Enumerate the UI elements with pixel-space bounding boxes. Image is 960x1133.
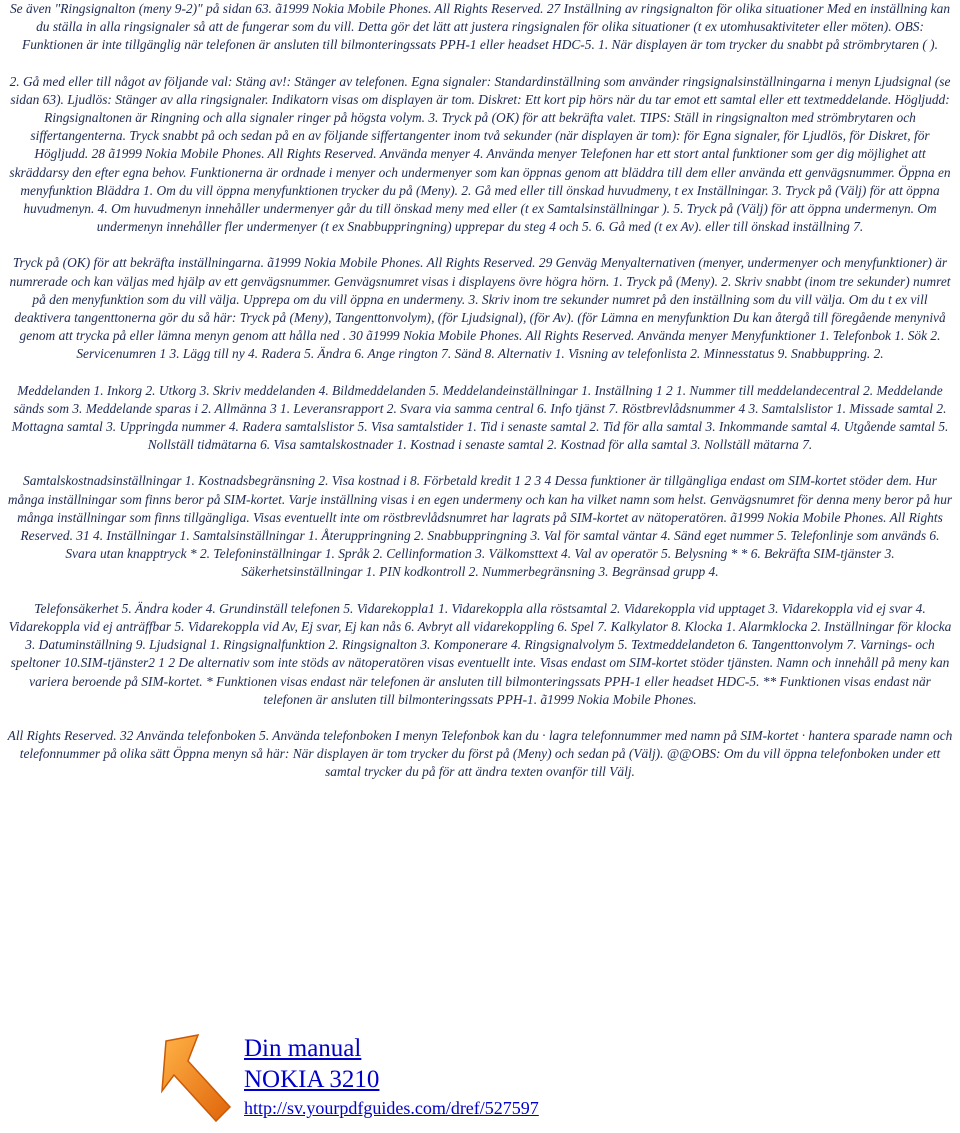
paragraph-samtalskostnad: Samtalskostnadsinställningar 1. Kostnadsbegränsning 2. Visa kostnad i 8. Förbetald kredit 1 2 3 4 Dessa funktioner är tillgängliga endast om SIM-kortet stöder dem. Hur många inställningar som finns beror på SIM-kortet. Varje inställning visas i en egen undermeny och kan ha vilket namn som helst. Genvägsnumret för denna meny beror på hur många inställningar som finns tillgängliga. Visas eventuellt inte om röstbrevlådsnumret har lagrats på SIM-kortet av nätoperatören. ã1999 Nokia Mobile Phones. All Rights Reserved. 31 4. Inställningar 1. Samtalsinställningar 1. Återuppringning 2. Snabbuppringning 3. Val för samtal väntar 4. Sänd eget nummer 5. Telefonlinje som används 6. Svara utan knapptryck * 2. Telefoninställningar 1. Språk 2. Cellinformation 3. Välkomsttext 4. Val av operatör 5. Belysning * * 6. Bekräfta SIM-tjänster 3. Säkerhetsinställningar 1. PIN kodkontroll 2. Nummerbegränsning 3. Begränsad grupp 4. [7,473,953,580]
paragraph-meddelanden: Meddelanden 1. Inkorg 2. Utkorg 3. Skriv meddelanden 4. Bildmeddelanden 5. Meddelandeinställningar 1. Inställning 1 2 1. Nummer till meddelandecentral 2. Meddelande sänds som 3. Meddelande sparas i 2. Allmänna 3 1. Leveransrapport 2. Svara via samma central 6. Info tjänst 7. Röstbrevlådsnummer 4 3. Samtalslistor 1. Missade samtal 2. Mottagna samtal 3. Uppringda nummer 4. Radera samtalslistor 5. Visa samtalstider 1. Tid i senaste samtal 2. Tid för alla samtal 3. Inkommande samtal 4. Utgående samtal 5. Nollställ tidmätarna 6. Visa samtalskostnader 1. Kostnad i senaste samtal 2. Kostnad för alla samtal 3. Nollställ mätarna 7. [11,382,949,453]
footer-links [244,1033,539,1121]
paragraph-telefonboken: All Rights Reserved. 32 Använda telefonboken 5. Använda telefonboken I menyn Telefonbok kan du · lagra telefonnummer med namn på SIM-kortet · hantera sparade namn och telefonnummer på olika sätt Öppna menyn så här: När displayen är tom trycker du först på (Meny) och sedan på (Välj). @@OBS: Om du vill öppna telefonboken under ett samtal trycker du på för att ändra texten ovanför till Välj. [7,727,953,780]
product-link[interactable]: NOKIA 3210 [244,1066,380,1093]
download-arrow-icon [158,1031,238,1127]
paragraph-genvag: Tryck på (OK) för att bekräfta inställningarna. ã1999 Nokia Mobile Phones. All Rights Reserved. 29 Genväg Menyalternativen (menyer, undermenyer och menyfunktioner) är numrerade och kan väljas med hjälp av ett genvägsnummer. Genvägsnumret visas i displayens övre högra hörn. 1. Tryck på (Meny). 2. Skriv snabbt (inom tre sekunder) numret på den menyfunktion som du vill välja. Upprepa om du vill öppna en undermeny. 3. Skriv inom tre sekunder numret på den inställning som du vill välja. Om du t ex vill deaktivera tangenttonerna gör du så här: Tryck på (Meny), Tangenttonvolym), (för Ljudsignal), (för Av). (för Lämna en menyfunktion Du kan återgå till föregående menynivå genom att trycka på eller lämna menyn genom att hålla ned . 30 ã1999 Nokia Mobile Phones. All Rights Reserved. Använda menyer Menyfunktioner 1. Telefonbok 1. Sök 2. Servicenumren 1 3. Lägg till ny 4. Radera 5. Ändra 6. Ange rington 7. Sänd 8. Alternativ 1. Visning av telefonlista 2. Minnesstatus 9. Snabbuppring. 2. [9,255,951,362]
paragraph-telefonsakerhet: Telefonsäkerhet 5. Ändra koder 4. Grundinställ telefonen 5. Vidarekoppla1 1. Vidarekoppla alla röstsamtal 2. Vidarekoppla vid upptaget 3. Vidarekoppla vid ej svar 4. Vidarekoppla vid ej anträffbar 5. Vidarekoppla vid Av, Ej svar, Ej kan nås 6. Avbryt all vidarekoppling 6. Spel 7. Kalkylator 8. Klocka 1. Alarmklocka 2. Inställningar för klocka 3. Datuminställning 9. Ljudsignal 1. Ringsignalfunktion 2. Ringsignalton 3. Komponerare 4. Ringsignalvolym 5. Textmeddelandeton 6. Tangenttonvolym 7. Varnings- och speltoner 10.SIM-tjänster2 1 2 De alternativ som inte stöds av nätoperatören visas eventuellt inte. Visas endast om SIM-kortet stöder tjänsten. Namn och innehåll på meny kan variera beroende på SIM-kortet. * Funktionen visas endast när telefonen är ansluten till bilmonteringssats PPH-1 eller headset HDC-5. ** Funktionen visas endast när telefonen är ansluten till bilmonteringssats PPH-1. ã1999 Nokia Mobile Phones. [8,600,952,707]
url-link[interactable]: http://sv.yourpdfguides.com/dref/527597 [244,1098,539,1118]
din-manual-link[interactable]: Din manual [244,1035,362,1062]
paragraph-menyer: 2. Gå med eller till något av följande val: Stäng av!: Stänger av telefonen. Egna signaler: Standardinställning som använder ringsignalsinställningarna i menyn Ljudsignal (se sidan 63). Ljudlös: Stänger av alla ringsignaler. Indikatorn visas om displayen är tom. Diskret: Ett kort pip hörs när du tar emot ett samtal eller ett textmeddelande. Högljudd: Ringsignaltonen är Ringning och alla signaler ringer på högsta volym. 3. Tryck på (OK) för att bekräfta valet. TIPS: Ställ in ringsignalton med strömbrytaren och siffertangenterna. Tryck snabbt på och sedan på en av följande siffertangenter inom två sekunder (när displayen är tom): för Egna signaler, för Ljudlös, för Diskret, för Högljudd. 28 ã1999 Nokia Mobile Phones. All Rights Reserved. Använda menyer 4. Använda menyer Telefonen har ett stort antal funktioner som ger dig möjlighet att skräddarsy den efter egna behov. Funktionerna är ordnade i menyer och undermenyer som kan öppnas genom att bläddra till dem eller använda ett genvägsnummer. Öppna en menyfunktion Bläddra 1. Om du vill öppna menyfunktionen trycker du på (Meny). 2. Gå med eller till önskad huvudmeny, t ex Inställningar. 3. Tryck på (Välj) för att öppna huvudmenyn. 4. Om huvudmenyn innehåller undermenyer går du till önskad meny med eller (t ex Samtalsinställningar ). 5. Tryck på (Välj) för att öppna undermenyn. Om undermenyn innehåller fler undermenyer (t ex Snabbuppringning) upprepar du steg 4 och 5. 6. Gå med (t ex Av). eller till önskad inställning 7. [9,73,951,235]
paragraph-ringsignalton: Se även "Ringsignalton (meny 9-2)" på sidan 63. ã1999 Nokia Mobile Phones. All Rights Reserved. 27 Inställning av ringsignalton för olika situationer Med en inställning kan du ställa in alla ringsignaler så att de fungerar som du vill. Detta gör det lätt att justera ringsignalen för olika situationer (t ex utomhusaktiviteter eller möten). OBS: Funktionen är inte tillgänglig när telefonen är ansluten till bilmonteringssats PPH-1 eller headset HDC-5. 1. När displayen är tom trycker du snabbt på strömbrytaren ( ). [9,1,951,53]
footer-banner [158,1025,758,1125]
